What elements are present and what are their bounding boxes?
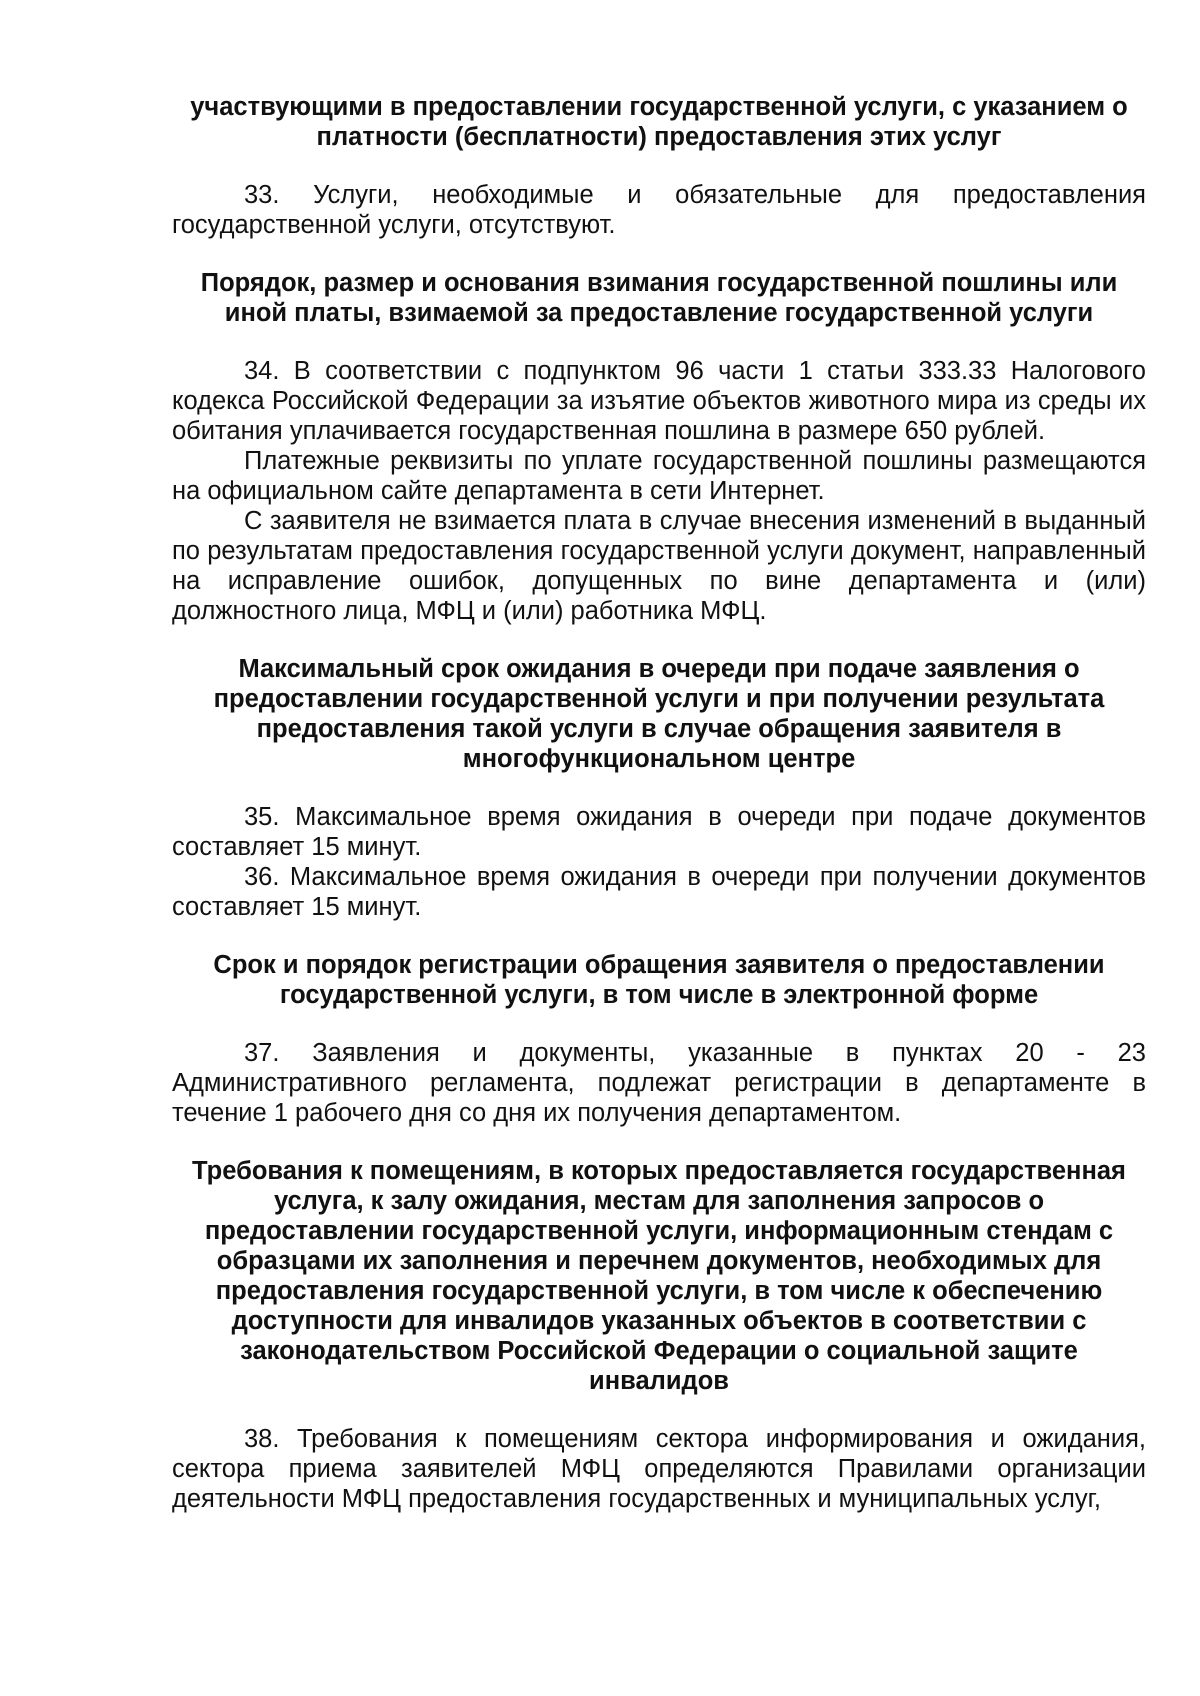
section-heading: Максимальный срок ожидания в очереди при подаче заявления о предоставлении государственной услуги и при получении результата предоставления такой услуги в случае обращения заявителя в многофункциональном центре bbox=[213, 655, 1105, 773]
paragraph: Платежные реквизиты по уплате государственной пошлины размещаются на официальном сайте департамента в сети Интернет. bbox=[172, 447, 1146, 505]
paragraph: 34. В соответствии с подпунктом 96 части 1 статьи 333.33 Налогового кодекса Российской Федерации за изъятие объектов животного мира из среды их обитания уплачивается государственная пошлина в размере 650 рублей. bbox=[172, 357, 1146, 445]
paragraph: 37. Заявления и документы, указанные в пунктах 20 - 23 Административного регламента, подлежат регистрации в департаменте в течение 1 рабочего дня со дня их получения департаментом. bbox=[172, 1039, 1146, 1127]
paragraph: 38. Требования к помещениям сектора информирования и ожидания, сектора приема заявителей МФЦ определяются Правилами организации деятельности МФЦ предоставления государственных и муниципальных услуг, bbox=[172, 1425, 1146, 1513]
section-heading: участвующими в предоставлении государственной услуги, с указанием о платности (бесплатности) предоставления этих услуг bbox=[190, 93, 1128, 151]
paragraph: 35. Максимальное время ожидания в очереди при подаче документов составляет 15 минут. bbox=[172, 803, 1146, 861]
section-heading: Порядок, размер и основания взимания государственной пошлины или иной платы, взимаемой за предоставление государственной услуги bbox=[200, 269, 1118, 327]
section-heading: Срок и порядок регистрации обращения заявителя о предоставлении государственной услуги, в том числе в электронной форме bbox=[213, 951, 1105, 1009]
paragraph: 33. Услуги, необходимые и обязательные для предоставления государственной услуги, отсутствуют. bbox=[172, 181, 1146, 239]
paragraph: С заявителя не взимается плата в случае внесения изменений в выданный по результатам предоставления государственной услуги документ, направленный на исправление ошибок, допущенных по вине департамента и (или) должностного лица, МФЦ и (или) работника МФЦ. bbox=[172, 507, 1146, 625]
paragraph: 36. Максимальное время ожидания в очереди при получении документов составляет 15 минут. bbox=[172, 863, 1146, 921]
section-heading: Требования к помещениям, в которых предоставляется государственная услуга, к залу ожидания, местам для заполнения запросов о предоставлении государственной услуги, информационным стендам с образцами их заполнения и перечнем документов, необходимых для предоставления государственной услуги, в том числе к обеспечению доступности для инвалидов указанных объектов в соответствии с законодательством Российской Федерации о социальной защите инвалидов bbox=[192, 1157, 1126, 1395]
document-page bbox=[172, 92, 1146, 1514]
